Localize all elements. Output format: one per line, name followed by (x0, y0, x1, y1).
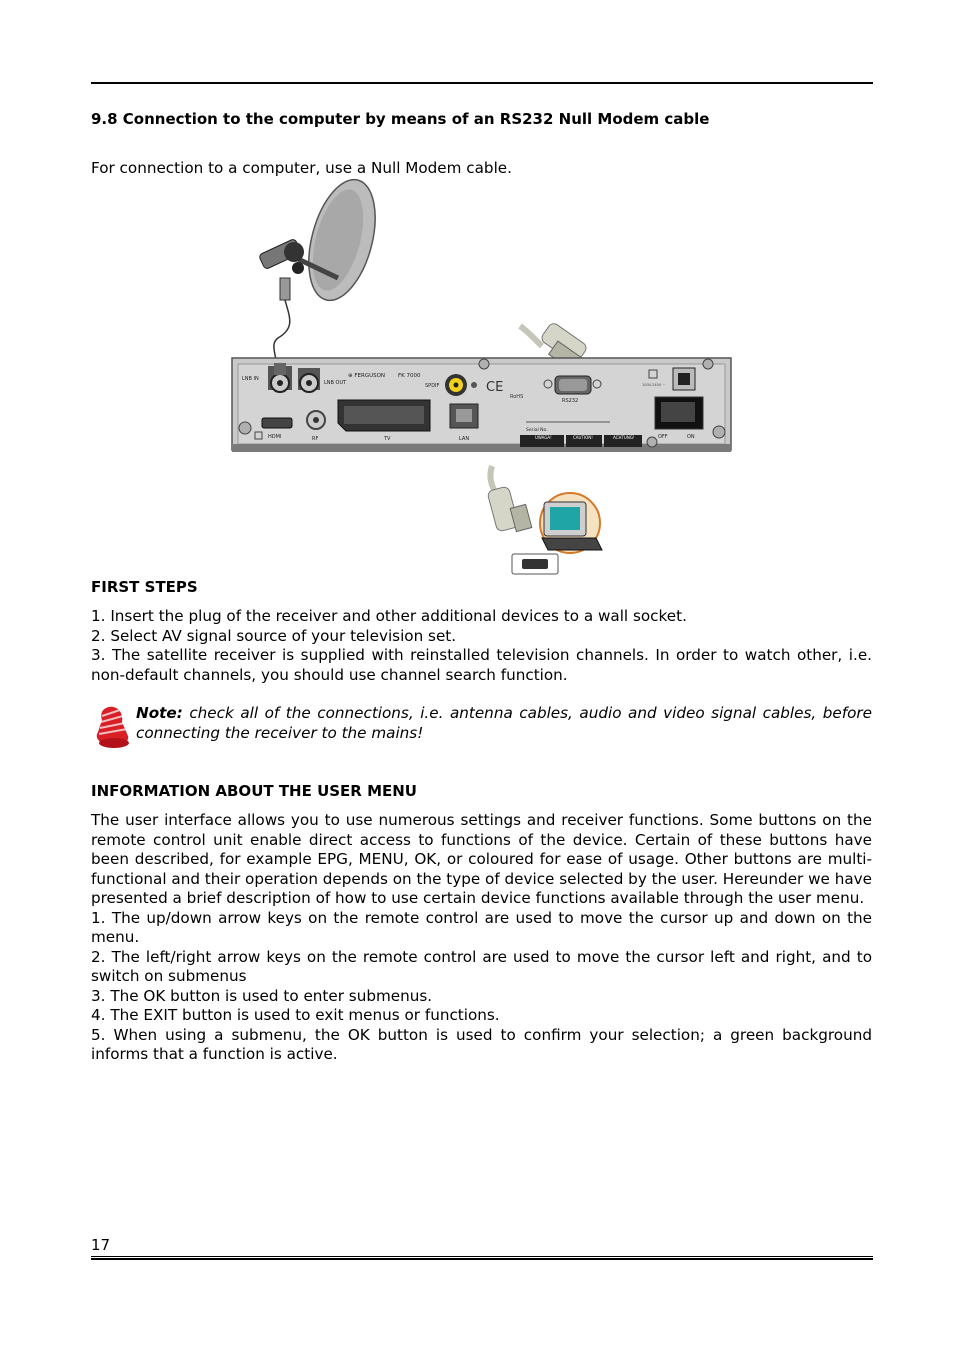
note-box (92, 702, 872, 752)
first-steps-heading: FIRST STEPS (91, 578, 198, 596)
connection-diagram (230, 178, 735, 578)
list-item: 5. When using a submenu, the OK button is used to confirm your selection; a green background informs that a function is active. (91, 1025, 872, 1063)
svg-text:LAN: LAN (459, 436, 470, 442)
serial-cable-bottom-icon (487, 466, 532, 532)
svg-text:LNB IN: LNB IN (242, 376, 259, 382)
satellite-dish-icon (258, 178, 387, 381)
svg-text:ON: ON (687, 434, 695, 440)
svg-text:SPDIF: SPDIF (425, 383, 440, 389)
svg-text:UWAGA!: UWAGA! (535, 435, 552, 440)
list-item: 4. The EXIT button is used to exit menus or functions. (91, 1006, 500, 1024)
svg-text:CAUTION!: CAUTION! (573, 435, 593, 440)
svg-text:RF: RF (312, 436, 319, 442)
user-menu-paragraph: The user interface allows you to use numerous settings and receiver functions. Some buttons on the remote control unit enable direct access to functions of the device. Certain of these buttons have been described, for example EPG, MENU, OK, or coloured for ease of usage. Other buttons are multi-functional and their operation depends on the type of device selected by the user. Hereunder we have presented a brief description of how to use certain device functions available through the user menu. (91, 811, 872, 907)
svg-text:LNB OUT: LNB OUT (324, 380, 347, 386)
page-number: 17 (91, 1236, 111, 1254)
top-rule (91, 82, 873, 84)
svg-text:CE: CE (486, 380, 504, 395)
svg-text:RoHS: RoHS (510, 394, 524, 400)
svg-text:⊕ FERGUSON: ⊕ FERGUSON (348, 373, 386, 379)
svg-text:TV: TV (384, 436, 391, 442)
user-menu-heading: INFORMATION ABOUT THE USER MENU (91, 782, 417, 800)
note-text (136, 704, 872, 743)
warning-bell-icon (92, 702, 132, 750)
note-label: Note: (136, 704, 183, 722)
svg-text:RS232: RS232 (562, 398, 579, 404)
list-item: 2. Select AV signal source of your television set. (91, 626, 457, 645)
list-item: 1. Insert the plug of the receiver and other additional devices to a wall socket. (91, 607, 687, 625)
list-item: 2. The left/right arrow keys on the remote control are used to move the cursor left and right, and to switch on submenus (91, 947, 872, 985)
receiver-rear-panel (232, 358, 731, 452)
intro-text: For connection to a computer, use a Null Modem cable. (91, 159, 512, 177)
svg-text:Serial No.: Serial No. (526, 428, 548, 433)
bottom-rule-thick (91, 1258, 873, 1260)
list-item: 3. The OK button is used to enter submenus. (91, 986, 433, 1005)
list-item: 3. The satellite receiver is supplied with reinstalled television channels. In order to watch other, i.e. non-default channels, you should use channel search function. (91, 646, 872, 684)
first-steps-list (91, 607, 872, 685)
svg-text:ACHTUNG!: ACHTUNG! (613, 435, 635, 440)
svg-text:100V-240V ~: 100V-240V ~ (642, 383, 666, 387)
list-item: 1. The up/down arrow keys on the remote control are used to move the cursor up and down on the menu. (91, 908, 872, 946)
svg-text:FK 7000: FK 7000 (398, 373, 421, 379)
svg-text:OFF: OFF (658, 434, 668, 440)
section-title: 9.8 Connection to the computer by means of an RS232 Null Modem cable (91, 110, 710, 128)
bottom-rule (91, 1256, 873, 1257)
svg-text:HDMI: HDMI (268, 434, 282, 440)
user-menu-body (91, 811, 872, 1065)
note-body: check all of the connections, i.e. antenna cables, audio and video signal cables, before connecting the receiver to the mains! (136, 704, 872, 742)
